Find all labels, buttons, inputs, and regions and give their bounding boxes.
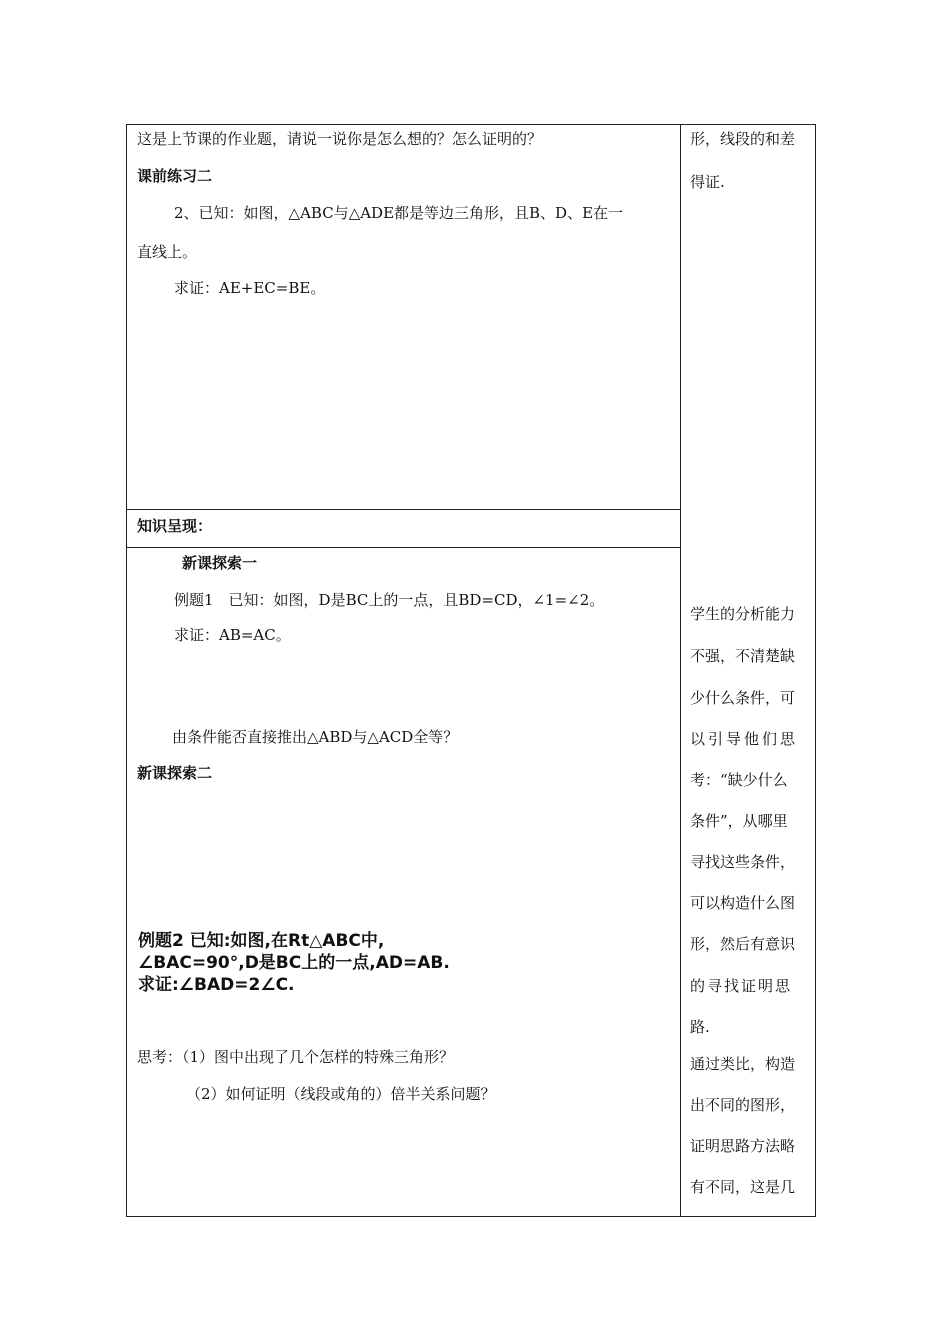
note-line-n6: 条件”，从哪里 xyxy=(690,812,788,830)
note-line-n11: 路. xyxy=(690,1018,710,1036)
table-border-right xyxy=(815,124,816,1217)
note-line-r1: 形，线段的和差 xyxy=(690,130,796,148)
question-2-line-1: 2、已知：如图，△ABC与△ADE都是等边三角形，且B、D、E在一 xyxy=(174,204,624,222)
note-line-m4: 有不同，这是几 xyxy=(690,1178,796,1196)
note-line-n4: 以引导他们思 xyxy=(690,730,799,748)
column-divider xyxy=(680,124,681,1217)
example-2-line-3: 求证:∠BAD=2∠C. xyxy=(138,975,295,995)
question-2-prove: 求证：AE+EC=BE。 xyxy=(174,279,326,297)
think-question-2: （2）如何证明（线段或角的）倍半关系问题？ xyxy=(186,1085,496,1103)
row-divider-1 xyxy=(126,509,681,510)
example-1-prove: 求证：AB=AC。 xyxy=(174,626,291,644)
example-2-line-1: 例题2 已知:如图,在Rt△ABC中, xyxy=(138,931,385,951)
table-border-bottom xyxy=(126,1216,816,1217)
note-line-r2: 得证. xyxy=(690,173,725,191)
example-2-block xyxy=(138,930,450,996)
new-lesson-explore-2: 新课探索二 xyxy=(137,764,213,782)
example-1-given: 例题1 已知：如图，D是BC上的一点，且BD=CD，∠1=∠2。 xyxy=(174,591,605,609)
example-2-line-2: ∠BAC=90°,D是BC上的一点,AD=AB. xyxy=(138,953,450,973)
note-line-n7: 寻找这些条件， xyxy=(690,853,796,871)
note-line-m2: 出不同的图形， xyxy=(690,1096,796,1114)
intro-text: 这是上节课的作业题，请说一说你是怎么想的？怎么证明的？ xyxy=(137,130,543,148)
note-line-n10: 的寻找证明思 xyxy=(690,977,793,995)
note-line-n8: 可以构造什么图 xyxy=(690,894,796,912)
note-line-n3: 少什么条件，可 xyxy=(690,689,796,707)
think-question-1: 思考：（1）图中出现了几个怎样的特殊三角形？ xyxy=(137,1048,455,1066)
note-line-n5: 考：“缺少什么 xyxy=(690,771,788,789)
question-2-line-2: 直线上。 xyxy=(137,243,198,261)
row-divider-2 xyxy=(126,547,681,548)
table-border-top xyxy=(126,124,816,125)
table-border-left xyxy=(126,124,127,1217)
note-line-n9: 形，然后有意识 xyxy=(690,935,796,953)
note-line-n1: 学生的分析能力 xyxy=(690,605,796,623)
new-lesson-explore-1: 新课探索一 xyxy=(182,554,258,572)
note-line-m3: 证明思路方法略 xyxy=(690,1137,796,1155)
note-line-n2: 不强，不清楚缺 xyxy=(690,647,796,665)
discussion-question: 由条件能否直接推出△ABD与△ACD全等？ xyxy=(172,728,459,746)
pre-practice-title: 课前练习二 xyxy=(137,167,213,185)
note-line-m1: 通过类比，构造 xyxy=(690,1055,796,1073)
knowledge-heading: 知识呈现： xyxy=(137,517,213,535)
